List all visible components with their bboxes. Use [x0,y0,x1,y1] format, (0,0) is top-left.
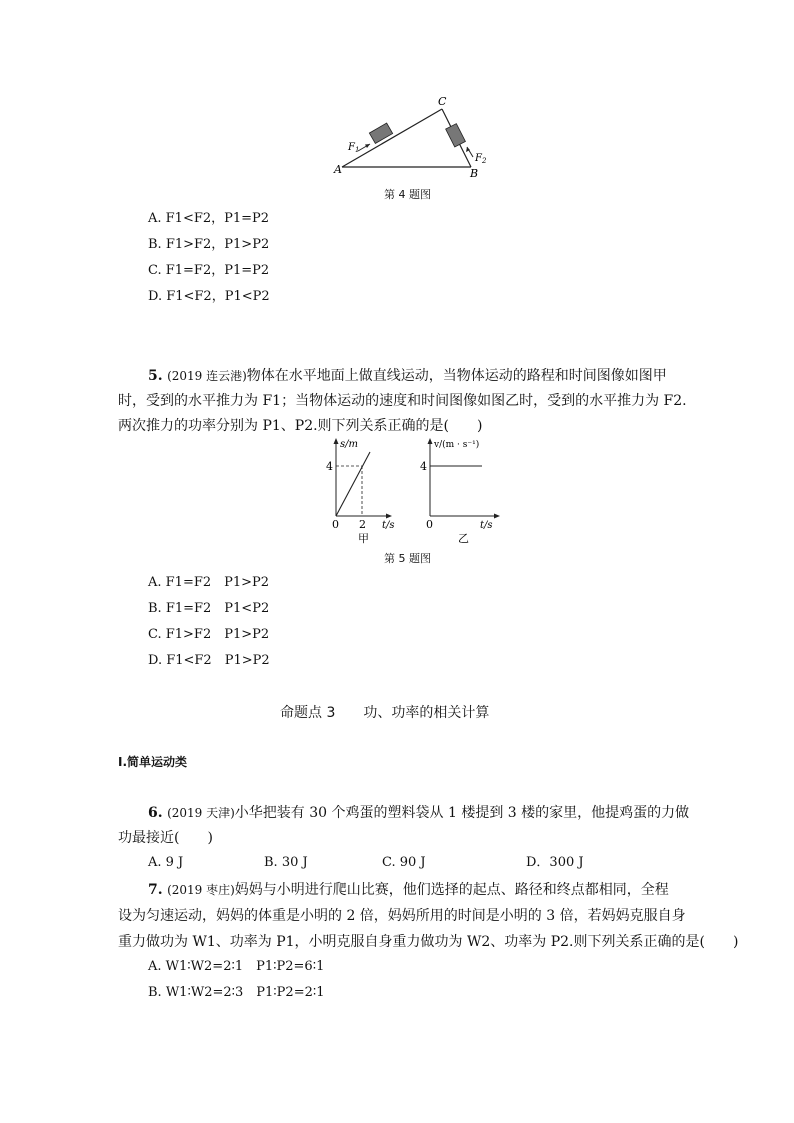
yi-ytick: 4 [420,460,427,473]
q6-option-a: A. 9 J [148,855,184,870]
q4-option-a: A. F1<F2，P1=P2 [148,211,270,226]
q5-option-b: B. F1=F2 P1<P2 [148,601,270,616]
q7-option-b: B. W1∶W2=2∶3 P1∶P2=2∶1 [148,985,325,1000]
q4-option-c: C. F1=F2，P1=P2 [148,263,270,278]
figure-4-incline-diagram [330,95,500,180]
figure-5-caption: 第 5 题图 [384,552,431,565]
q5-option-d: D. F1<F2 P1>P2 [148,653,270,668]
jia-xtick: 2 [359,518,366,531]
yi-xlabel: t/s [480,520,493,531]
q6-option-d: D．300 J [526,855,584,870]
jia-origin: 0 [332,518,339,531]
q7-line-1 [148,880,669,900]
q5-line-2: 时，受到的水平推力为 F1；当物体运动的速度和时间图像如图乙时，受到的水平推力为 F2. [118,393,687,409]
q5-line-1 [148,366,667,386]
yi-ylabel: v/(m · s⁻¹) [434,440,480,450]
q7-number: 7. [148,882,163,898]
q5-source: (2019 连云港) [167,369,247,383]
q7-line-2: 设为匀速运动，妈妈的体重是小明的 2 倍，妈妈所用的时间是小明的 3 倍，若妈妈克服自身 [118,908,686,924]
figure-5-graphs [310,434,510,546]
q6-source: (2019 天津) [167,806,235,820]
q6-line-2: 功最接近( ) [118,830,213,846]
q5-option-a: A. F1=F2 P1>P2 [148,575,270,590]
q6-line-1 [148,803,689,823]
q5-option-c: C. F1>F2 P1>P2 [148,627,270,642]
q7-text-1: 妈妈与小明进行爬山比赛，他们选择的起点、路径和终点都相同，全程 [234,882,669,898]
yi-name: 乙 [458,532,469,545]
section-subheading: Ⅰ.简单运动类 [118,755,188,769]
label-F1: $F_1$ [348,142,360,154]
section-heading: 命题点 3 功、功率的相关计算 [280,705,490,721]
q6-option-c: C. 90 J [382,855,426,870]
jia-xlabel: t/s [382,520,395,531]
q6-text-1: 小华把装有 30 个鸡蛋的塑料袋从 1 楼提到 3 楼的家里，他提鸡蛋的力做 [234,805,690,821]
label-B: B [470,167,479,180]
jia-ylabel: s/m [340,439,358,450]
q7-option-a: A. W1∶W2=2∶1 P1∶P2=6∶1 [148,959,325,974]
q5-number: 5. [148,368,163,384]
figure-4-caption: 第 4 题图 [384,188,431,201]
q6-number: 6. [148,805,163,821]
yi-origin: 0 [426,518,433,531]
label-F2: $F_2$ [475,153,487,165]
label-C: C [438,95,447,108]
q6-option-b: B. 30 J [264,855,308,870]
jia-ytick: 4 [326,460,333,473]
label-A: A [334,163,342,176]
q4-option-b: B. F1>F2，P1>P2 [148,237,270,252]
jia-line [336,452,370,516]
q5-text-1: 物体在水平地面上做直线运动，当物体运动的路程和时间图像如图甲 [246,368,667,384]
jia-name: 甲 [358,532,369,545]
q7-line-3: 重力做功为 W1、功率为 P1，小明克服自身重力做功为 W2、功率为 P2.则下列关系正确的是( ) [118,934,739,950]
q5-line-3: 两次推力的功率分别为 P1、P2.则下列关系正确的是( ) [118,418,483,434]
q7-source: (2019 枣庄) [167,883,235,897]
q4-option-d: D. F1<F2，P1<P2 [148,289,270,304]
